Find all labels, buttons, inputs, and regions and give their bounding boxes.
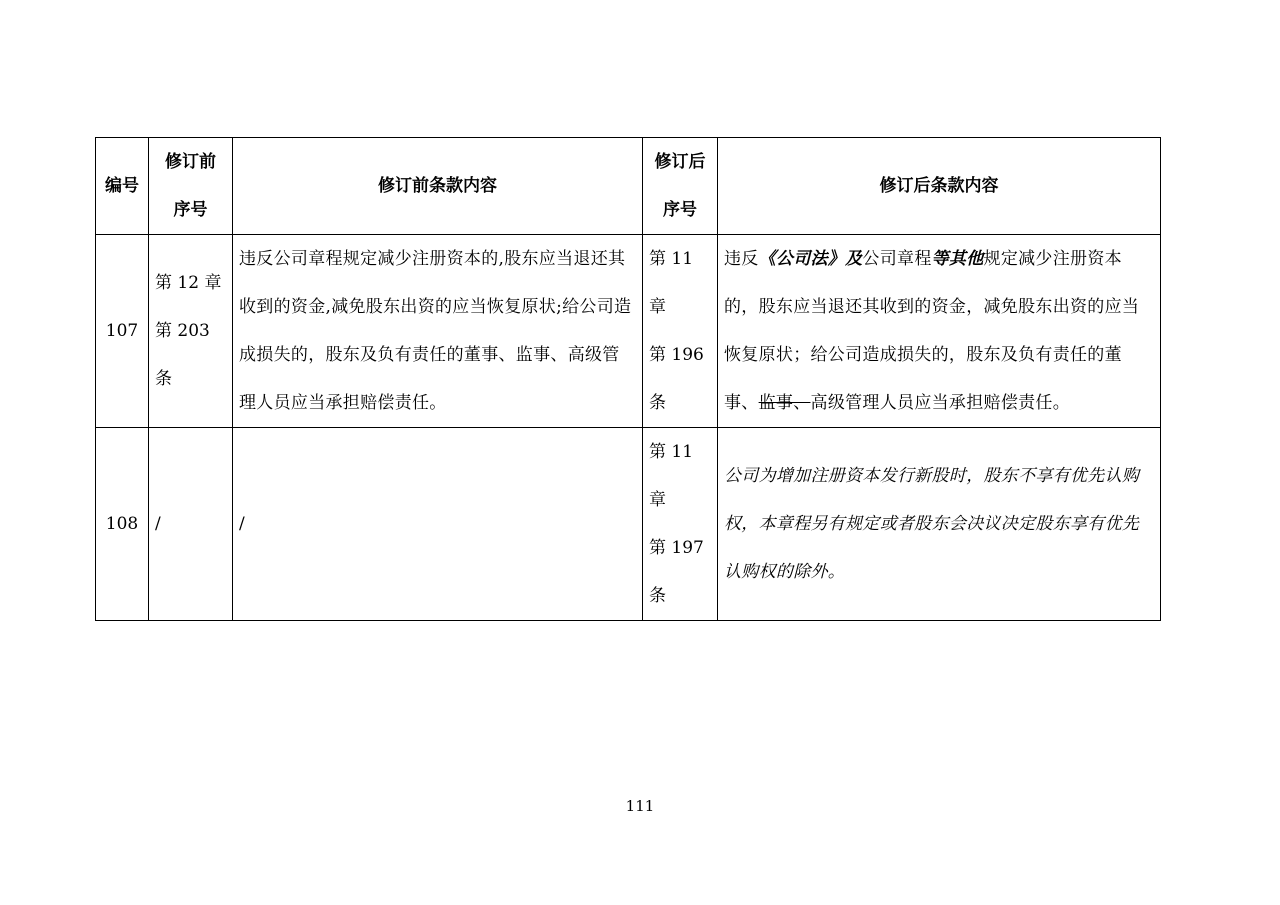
after-content-cell: 公司为增加注册资本发行新股时，股东不享有优先认购权，本章程另有规定或者股东会决议决定股东享有优先认购权的除外。 [718,428,1161,621]
before-seq-line: 第 203 [155,321,210,341]
header-after-seq-line1: 修订后 [654,152,706,172]
after-seq-line: 第 197 [649,538,704,558]
inserted-text: 《公司法》及 [758,249,863,269]
header-before-seq-line1: 修订前 [165,152,216,172]
table-header-row [96,138,1161,235]
inserted-text: 等其他 [931,249,984,269]
header-before-content: 修订前条款内容 [233,138,643,235]
before-seq-cell [149,235,233,428]
deleted-text: 监事、 [758,393,811,413]
page-number: 111 [625,797,655,815]
after-seq-cell [643,235,718,428]
after-seq-line: 第 196 [649,345,704,365]
header-no: 编号 [96,138,149,235]
row-number: 107 [96,235,149,428]
before-content-cell: 违反公司章程规定减少注册资本的,股东应当退还其收到的资金,减免股东出资的应当恢复原状;给公司造成损失的，股东及负有责任的董事、监事、高级管理人员应当承担赔偿责任。 [233,235,643,428]
header-after-seq-line2: 序号 [663,200,697,220]
after-seq-line: 条 [649,586,666,606]
header-after-content: 修订后条款内容 [718,138,1161,235]
before-seq-line: 条 [155,369,172,389]
header-after-seq [643,138,718,235]
after-seq-line: 第 11 [649,442,694,462]
after-text-segment: 高级管理人员应当承担赔偿责任。 [810,393,1071,413]
after-seq-line: 章 [649,297,666,317]
after-seq-line: 第 11 [649,249,694,269]
after-content-cell [718,235,1161,428]
revision-table [95,137,1161,621]
before-seq-line: 第 12 章 [155,273,222,293]
after-seq-line: 章 [649,490,666,510]
row-number: 108 [96,428,149,621]
header-before-seq [149,138,233,235]
after-text-segment: 规定减少注册资本的，股东应当退还其收到的资金，减免股东出资的应当恢复原状；给公司造成损失的，股东及负有责任的董事、 [724,249,1140,413]
after-text-segment: 违反 [724,249,759,269]
after-seq-cell [643,428,718,621]
after-text-segment: 公司章程 [862,249,932,269]
before-seq-cell: / [149,428,233,621]
header-before-seq-line2: 序号 [173,200,208,220]
table-row [96,235,1161,428]
after-seq-line: 条 [649,393,666,413]
table-row [96,428,1161,621]
before-content-cell: / [233,428,643,621]
